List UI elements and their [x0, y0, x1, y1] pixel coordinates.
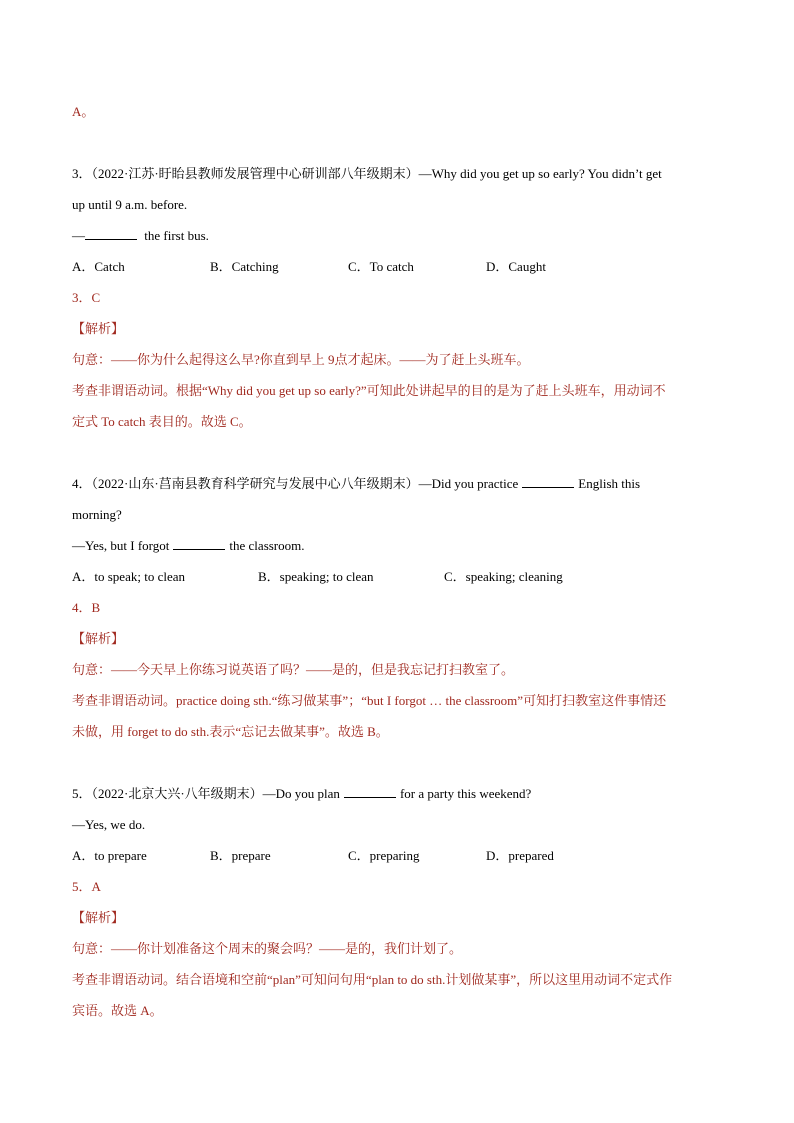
answer-key: 5．A	[72, 879, 101, 894]
spacer	[72, 437, 722, 468]
stem-part: for a party this weekend?	[399, 786, 532, 801]
sentence-meaning: 句意：——你为什么起得这么早?你直到早上 9点才起床。——为了赶上头班车。	[72, 352, 530, 367]
answer-blank	[85, 227, 137, 240]
option-d: D．prepared	[486, 848, 554, 863]
option-a: A．to speak; to clean	[72, 569, 185, 584]
option-a: A．Catch	[72, 259, 125, 274]
explanation-line: 考查非谓语动词。practice doing sth.“练习做某事”；“but I forgot … the classroom”可知打扫教室这件事情还	[72, 693, 667, 708]
stem-part: 4．（2022·山东·莒南县教育科学研究与发展中心八年级期末）—Did you practice	[72, 476, 519, 491]
option-c: C．To catch	[348, 259, 414, 274]
dialog-line	[72, 530, 722, 561]
answer-blank	[522, 475, 574, 488]
explanation-line: 定式 To catch 表目的。故选 C。	[72, 414, 252, 429]
explanation-line: 考查非谓语动词。结合语境和空前“plan”可知问句用“plan to do sth.计划做某事”，所以这里用动词不定式作	[72, 972, 673, 987]
answer-blank	[344, 785, 396, 798]
option-c: C．speaking; cleaning	[444, 569, 563, 584]
option-a: A．to prepare	[72, 848, 147, 863]
explanation-line: 考查非谓语动词。根据“Why did you get up so early?”可知此处讲起早的目的是为了赶上头班车，用动词不	[72, 383, 666, 398]
spacer	[72, 747, 722, 778]
question-stem-line	[72, 468, 722, 499]
question-3	[72, 158, 722, 437]
analysis-label: 【解析】	[72, 910, 125, 925]
question-stem-line: 3．（2022·江苏·盱眙县教师发展管理中心研训部八年级期末）—Why did you get up so early? You didn’t get	[72, 166, 662, 181]
sentence-meaning: 句意：——今天早上你练习说英语了吗？——是的，但是我忘记打扫教室了。	[72, 662, 515, 677]
question-stem-line	[72, 778, 722, 809]
answer-blank	[173, 537, 225, 550]
answer-key: 3．C	[72, 290, 101, 305]
analysis-label: 【解析】	[72, 631, 125, 646]
dialog-prefix: —Yes, but I forgot	[72, 538, 170, 553]
options-row	[72, 251, 722, 282]
explanation-line: 未做，用 forget to do sth.表示“忘记去做某事”。故选 B。	[72, 724, 389, 739]
option-d: D．Caught	[486, 259, 546, 274]
answer-key: 4．B	[72, 600, 101, 615]
stem-part: 5．（2022·北京大兴·八年级期末）—Do you plan	[72, 786, 340, 801]
analysis-label: 【解析】	[72, 321, 125, 336]
option-b: B．Catching	[210, 259, 279, 274]
explanation-line: 宾语。故选 A。	[72, 1003, 163, 1018]
spacer	[72, 127, 722, 158]
dialog-suffix: the classroom.	[229, 538, 305, 553]
question-stem-line: up until 9 a.m. before.	[72, 197, 188, 212]
option-b: B．speaking; to clean	[258, 569, 374, 584]
question-4	[72, 468, 722, 747]
option-c: C．preparing	[348, 848, 420, 863]
option-b: B．prepare	[210, 848, 271, 863]
options-row	[72, 840, 722, 871]
dialog-line: —Yes, we do.	[72, 817, 146, 832]
document-page	[72, 96, 722, 1026]
dialog-line	[72, 220, 722, 251]
options-row	[72, 561, 722, 592]
dialog-suffix: the first bus.	[141, 228, 209, 243]
question-5	[72, 778, 722, 1026]
dialog-prefix: —	[72, 228, 85, 243]
sentence-meaning: 句意：——你计划准备这个周末的聚会吗？——是的，我们计划了。	[72, 941, 463, 956]
question-stem-line: morning?	[72, 507, 122, 522]
stem-part: English this	[578, 476, 641, 491]
previous-answer-tail: A。	[72, 104, 95, 119]
